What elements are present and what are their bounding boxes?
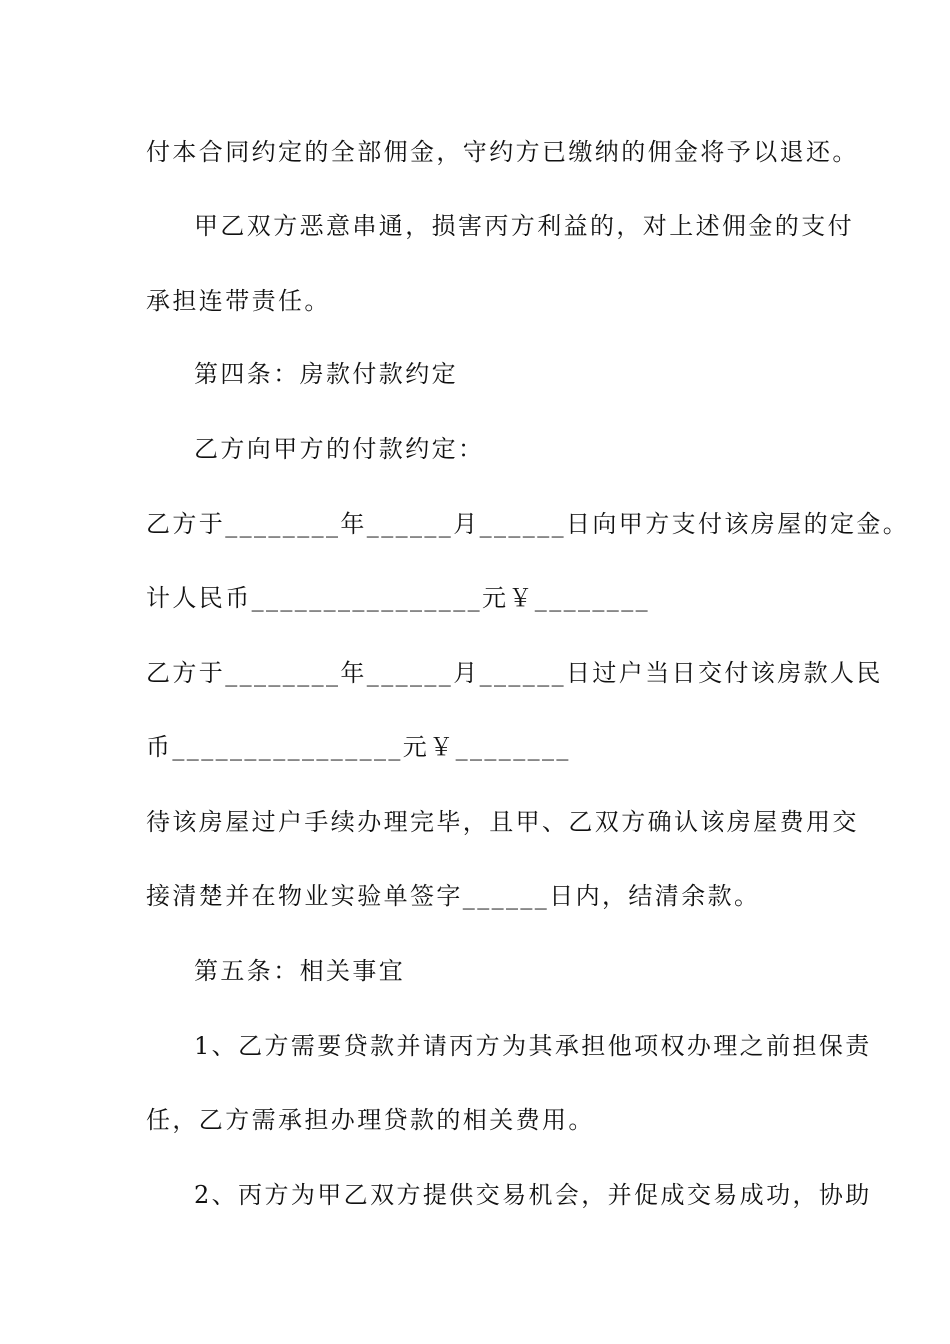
deposit-amount-line: 计人民币________________元￥________ <box>146 584 650 612</box>
paragraph-line-15: 2、丙方为甲乙双方提供交易机会，并促成交易成功，协助 <box>194 1181 872 1209</box>
section-heading-article-5: 第五条：相关事宜 <box>194 957 406 985</box>
paragraph-line-1: 付本合同约定的全部佣金，守约方已缴纳的佣金将予以退还。 <box>146 138 859 166</box>
transfer-amount-line: 币________________元￥________ <box>146 733 571 761</box>
paragraph-line-11: 接清楚并在物业实验单签字______日内，结清余款。 <box>146 882 761 910</box>
paragraph-line-3: 承担连带责任。 <box>146 287 331 315</box>
transfer-date-line: 乙方于________年______月______日过户当日交付该房款人民 <box>146 659 883 687</box>
paragraph-line-10: 待该房屋过户手续办理完毕，且甲、乙双方确认该房屋费用交 <box>146 808 859 836</box>
paragraph-line-2: 甲乙双方恶意串通，损害丙方利益的，对上述佣金的支付 <box>194 212 854 240</box>
paragraph-line-13: 1、乙方需要贷款并请丙方为其承担他项权办理之前担保责 <box>194 1032 872 1060</box>
paragraph-line-5: 乙方向甲方的付款约定： <box>194 435 485 463</box>
deposit-date-line: 乙方于________年______月______日向甲方支付该房屋的定金。 <box>146 510 910 538</box>
section-heading-article-4: 第四条：房款付款约定 <box>194 360 458 388</box>
paragraph-line-14: 任，乙方需承担办理贷款的相关费用。 <box>146 1106 595 1134</box>
